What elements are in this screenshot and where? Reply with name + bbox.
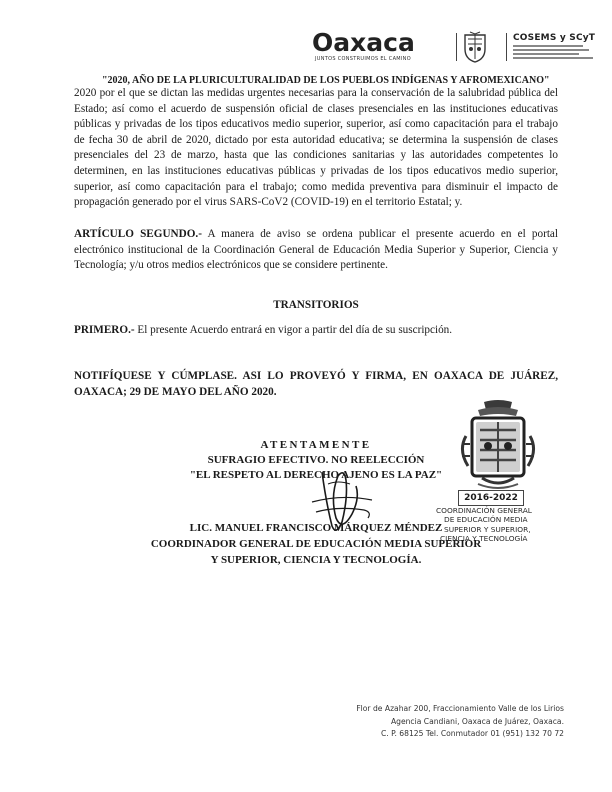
oaxaca-logo-tagline: JUNTOS CONSTRUIMOS EL CAMINO <box>315 56 411 62</box>
primero-text: El presente Acuerdo entrará en vigor a partir del día de su suscripción. <box>134 324 453 336</box>
signoff-sufragio: SUFRAGIO EFECTIVO. NO REELECCIÓN <box>207 454 425 466</box>
cosems-logo-subtext <box>513 45 603 59</box>
articulo-segundo-text: A manera de aviso se ordena publicar el presente acuerdo en el portal electrónico institucional de la Coordinación General de Educación Media Superior y Superior, Ciencia y Tecnología; y/u otros medios electrónicos que se considere pertinente. <box>74 228 558 272</box>
signoff-atentamente: ATENTAMENTE <box>260 439 372 451</box>
paragraph-notifiquese: NOTIFÍQUESE Y CÚMPLASE. ASI LO PROVEYÓ Y FIRMA, EN OAXACA DE JUÁREZ, OAXACA; 29 DE MAYO DEL AÑO 2020. <box>74 370 558 398</box>
stamp-line: COORDINACIÓN GENERAL <box>436 506 532 515</box>
oaxaca-logo-word: Oaxaca <box>312 28 415 57</box>
stamp-line: SUPERIOR Y SUPERIOR, <box>444 524 531 534</box>
address-line: C. P. 68125 Tel. Conmutador 01 (951) 132 70 72 <box>380 729 564 739</box>
paragraph-articulo-segundo <box>74 227 558 274</box>
paragraph-considerations: 2020 por el que se dictan las medidas urgentes necesarias para la conservación de la salubridad pública del Estado; así como el acuerdo de suspensión oficial de clases presenciales en las instituciones educativas públicas y privadas de los tipos educativos medio superior, superior, así como capacitación para el trabajo de fecha 30 de abril de 2020, dictado por esta autoridad educativa; se determina la suspensión de clases presenciales del 23 de marzo, hasta que las condiciones sanitarias y las autoridades competentes lo determinen, en las instituciones educativas públicas y privadas de los tipos educativos medio superior, superior, así como capacitación para el trabajo; como medida preventiva para disminuir el impacto de propagación generado por el virus SARS-CoV2 (COVID-19) en el territorio Estatal; y. <box>74 87 558 209</box>
address-line: Flor de Azahar 200, Fraccionamiento Valle de los Lirios <box>356 704 564 713</box>
address-line: Agencia Candiani, Oaxaca de Juárez, Oaxaca. <box>390 716 564 726</box>
state-shield-icon <box>462 31 488 64</box>
signatory-name: LIC. MANUEL FRANCISCO MÁRQUEZ MÉNDEZ <box>189 522 443 534</box>
articulo-segundo-lead: ARTÍCULO SEGUNDO.- <box>74 228 202 240</box>
stamp-line: CIENCIA Y TECNOLOGÍA <box>440 534 528 544</box>
transitorios-heading: TRANSITORIOS <box>273 299 359 311</box>
cosems-logo <box>513 33 603 63</box>
stamp-line: DE EDUCACIÓN MEDIA <box>444 515 528 525</box>
signatory-role: Y SUPERIOR, CIENCIA Y TECNOLOGÍA. <box>210 554 422 566</box>
page-header <box>310 30 600 64</box>
paragraph-primero <box>74 323 558 339</box>
header-divider <box>506 33 507 61</box>
signatory-role: COORDINADOR GENERAL DE EDUCACIÓN MEDIA SUPERIOR <box>150 538 482 550</box>
footer-address <box>356 703 564 741</box>
primero-lead: PRIMERO.- <box>74 324 135 336</box>
year-motto: "2020, AÑO DE LA PLURICULTURALIDAD DE LOS PUEBLOS INDÍGENAS Y AFROMEXICANO" <box>102 75 550 86</box>
stamp-years: 2016-2022 <box>458 490 524 506</box>
header-divider <box>456 33 457 61</box>
cosems-logo-word: COSEMS y SCyT <box>513 33 596 43</box>
oaxaca-logo <box>312 30 447 64</box>
signoff-motto: "EL RESPETO AL DERECHO AJENO ES LA PAZ" <box>189 469 443 481</box>
